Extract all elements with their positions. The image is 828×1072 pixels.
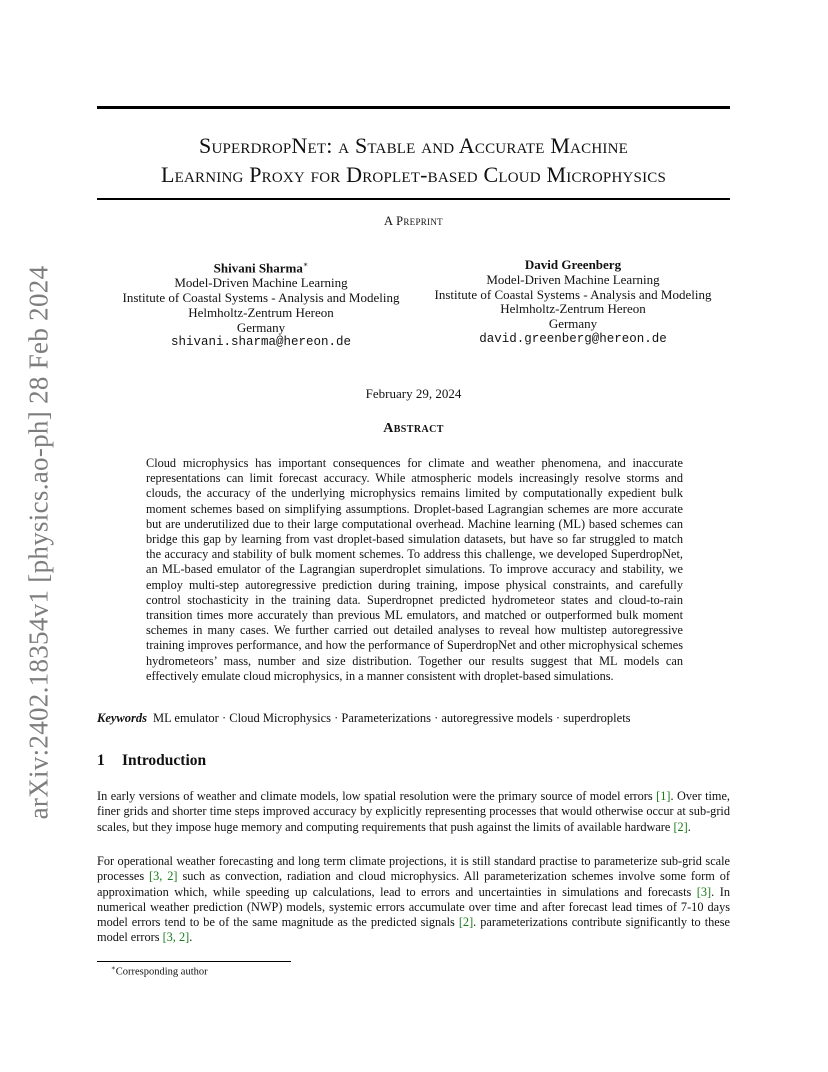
author-group: Model-Driven Machine Learning: [486, 271, 660, 287]
author-institute: Institute of Coastal Systems - Analysis and Modeling: [434, 286, 712, 302]
keywords-list: ML emulator · Cloud Microphysics · Parameterizations · autoregressive models · superdroplets: [153, 711, 631, 725]
text-run: For operational weather forecasting and long term climate projections, it is still standard practise to parameterize sub-grid scale processes: [97, 854, 730, 884]
text-run: In early versions of weather and climate models, low spatial resolution were the primary source of model errors: [97, 789, 657, 803]
author-institute: Institute of Coastal Systems - Analysis and Modeling: [122, 289, 400, 305]
author-center: Helmholtz-Zentrum Hereon: [500, 301, 646, 317]
text-run: .: [687, 819, 691, 834]
text-run: . In numerical weather prediction (NWP) models, systemic errors accumulate over time and after forecast lead times of 7-10 days model errors tend to be of the same magnitude as the predicted signals: [97, 884, 730, 930]
title-line-1: SuperdropNet: a Stable and Accurate Machine: [199, 133, 628, 158]
footnote-rule: [97, 961, 291, 962]
author-email[interactable]: shivani.sharma@hereon.de: [170, 335, 352, 350]
title-bottom-rule: [97, 198, 730, 200]
text-run: such as convection, radiation and cloud microphysics. All parameterization schemes involve some form of approximation which, while speeding up calculations, lead to errors and uncertainties in simulations and forecasts: [97, 869, 730, 899]
text-run: .: [189, 930, 193, 945]
citation-link[interactable]: [2]: [673, 819, 688, 834]
abstract-text: Cloud microphysics has important consequences for climate and weather phenomena, and inaccurate representations can limit forecast accuracy. While atmospheric models increasingly resolve storms and clouds, the accuracy of the underlying microphysics remains limited by computationally expedient bulk moment schemes based on simplifying assumptions. Droplet-based Lagrangian schemes are more accurate but are underutilized due to their large computational overhead. Machine learning (ML) based schemes can bridge this gap by learning from vast droplet-based simulation datasets, but have so far struggled to match the accuracy and stability of bulk moment schemes. To address this challenge, we developed SuperdropNet, an ML-based emulator of the Lagrangian superdroplet simulations. To improve accuracy and stability, we employ multi-step autoregressive prediction during training, impose physical constraints, and carefully control stochasticity in the training data. Superdropnet predicted hydrometeor states and cloud-to-rain transition times more accurately than previous ML emulators, and matched or outperformed bulk moment schemes in many cases. We further carried out detailed analyses to reveal how multistep autoregressive training improves performance, and how the performance of SuperdropNet and other microphysical schemes hydrometeors’ mass, number and size distribution. Together our results suggest that ML models can effectively emulate cloud microphysics, in a manner consistent with droplet-based simulations.: [146, 456, 683, 683]
footnote: [111, 964, 208, 978]
arxiv-stamp: [22, 262, 56, 822]
body-paragraph-2: [97, 854, 730, 946]
body-paragraph-1: [97, 789, 730, 835]
title-line-2: Learning Proxy for Droplet-based Cloud Microphysics: [160, 162, 667, 187]
author-center: Helmholtz-Zentrum Hereon: [188, 304, 334, 320]
citation-link[interactable]: [1]: [656, 789, 671, 803]
keywords-label: Keywords: [97, 711, 147, 725]
text-run: . Over time, finer grids and shorter time steps improved accuracy by explicitly representing processes that would otherwise occur at sub-grid scales, but they impose huge memory and computing requirements that push against the limits of available hardware: [97, 789, 730, 834]
arxiv-id: arXiv:2402.18354v1 [physics.ao-ph] 28 Feb 2024: [23, 265, 54, 819]
citation-link[interactable]: [3]: [696, 884, 712, 899]
author-name: David Greenberg: [524, 257, 622, 272]
citation-link[interactable]: [3, 2]: [149, 869, 178, 884]
footnote-text: Corresponding author: [115, 966, 208, 978]
section-number: 1: [97, 752, 105, 769]
citation-link[interactable]: [2]: [458, 915, 474, 930]
paper-date: February 29, 2024: [365, 386, 462, 401]
section-heading: [97, 752, 206, 770]
abstract-heading: Abstract: [383, 421, 444, 436]
author-country: Germany: [236, 319, 286, 335]
keywords: [97, 711, 730, 726]
title-top-rule: [97, 106, 730, 109]
author-block-2: [420, 258, 726, 347]
author-group: Model-Driven Machine Learning: [174, 275, 348, 291]
text-run: . parameterizations contribute significantly to these model errors: [97, 915, 730, 945]
paper-title: [97, 131, 730, 189]
preprint-label: A Preprint: [384, 214, 443, 228]
citation-link[interactable]: [3, 2]: [162, 930, 190, 945]
section-title: Introduction: [122, 752, 207, 769]
author-block-1: [108, 258, 414, 350]
author-email[interactable]: david.greenberg@hereon.de: [479, 331, 667, 346]
author-footnote-mark: ∗: [302, 260, 309, 269]
author-name: Shivani Sharma: [213, 260, 303, 276]
footnote-mark: ∗: [111, 964, 116, 972]
author-country: Germany: [548, 316, 598, 332]
